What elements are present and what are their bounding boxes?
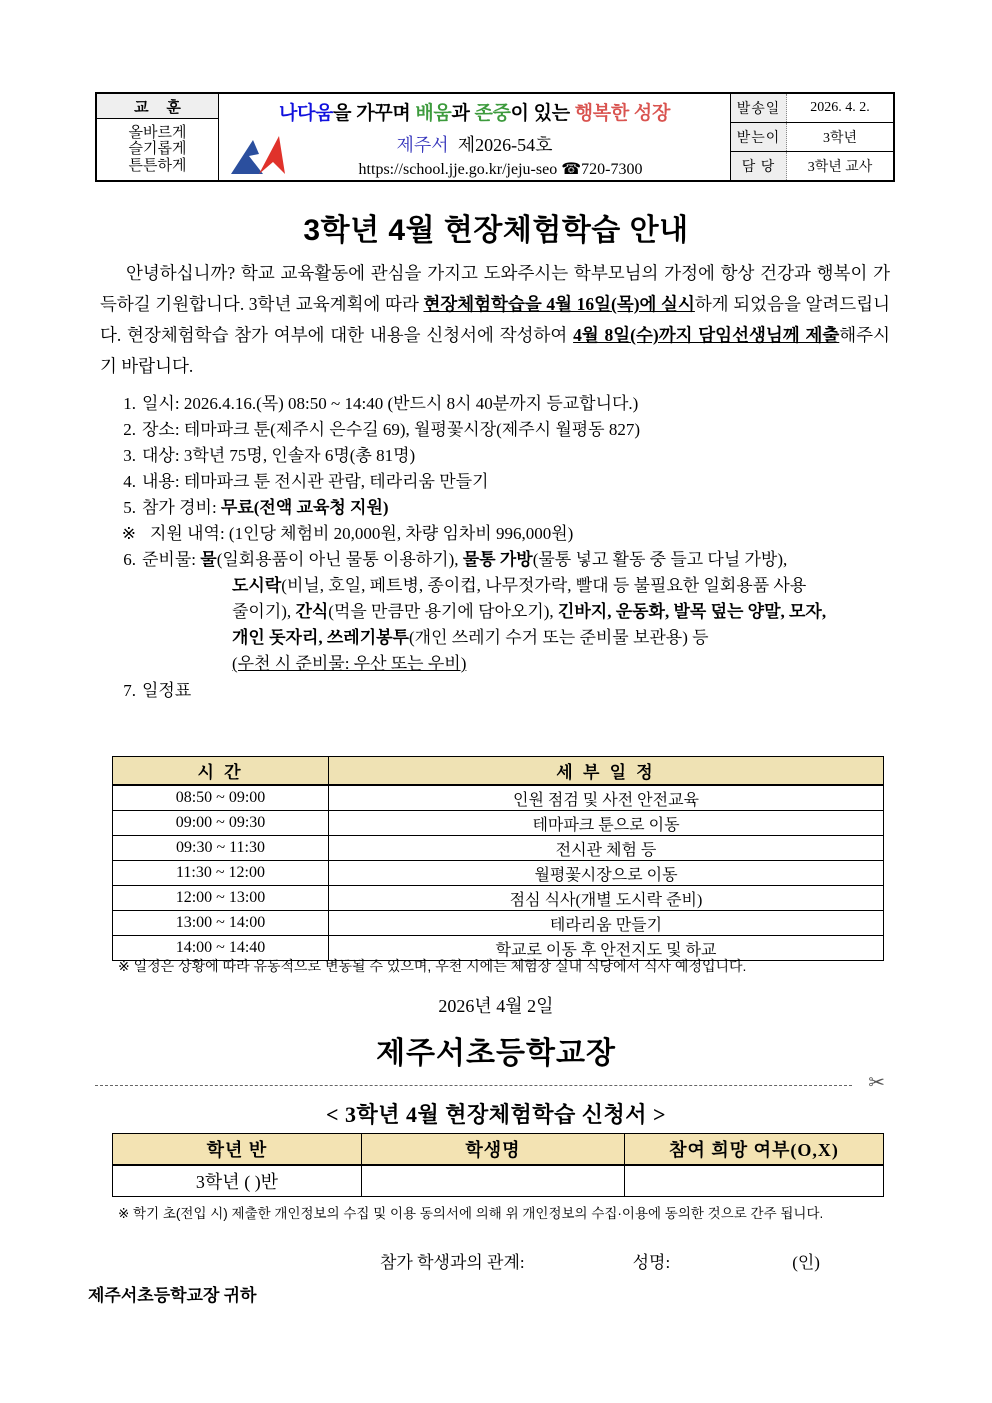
meta-row-incharge bbox=[731, 152, 893, 180]
table-row bbox=[113, 911, 884, 936]
supply-rain: (우천 시 준비물: 우산 또는 우비) bbox=[232, 654, 467, 673]
school-slogan bbox=[219, 98, 730, 125]
meta-row-recipient bbox=[731, 123, 893, 152]
school-url[interactable]: https://school.jje.go.kr/jeju-seo bbox=[358, 160, 558, 178]
slogan-part-6: 이 있는 bbox=[510, 102, 575, 124]
supply-snack: 간식 bbox=[295, 602, 329, 621]
cost-value: 무료(전액 교육청 지원) bbox=[220, 498, 389, 517]
contact-line bbox=[219, 159, 730, 179]
table-row bbox=[113, 836, 884, 861]
list-item-place bbox=[118, 421, 898, 438]
list-item-text-6 bbox=[142, 551, 898, 672]
slogan-part-1: 나다움 bbox=[279, 102, 334, 124]
supply-mat-bag-desc: (개인 쓰레기 수거 또는 준비물 보관용) 등 bbox=[408, 628, 709, 647]
supplies-line-3 bbox=[142, 603, 898, 620]
signature-principal: 제주서초등학교장 bbox=[376, 1037, 616, 1070]
list-item-schedule-label bbox=[118, 682, 898, 699]
schedule-header-row bbox=[113, 757, 884, 786]
table-row bbox=[113, 861, 884, 886]
form-header-row bbox=[113, 1134, 884, 1166]
meta-label-send-date: 발송일 bbox=[731, 94, 787, 122]
schedule-note: ※ 일정은 상황에 따라 유동적으로 변동될 수 있으며, 우천 시에는 체험장 실내 식당에서 식사 예정입니다. bbox=[118, 958, 747, 974]
schedule-time-2: 09:00 ~ 09:30 bbox=[113, 811, 329, 836]
schedule-header-time: 시 간 bbox=[113, 757, 329, 786]
table-row bbox=[113, 886, 884, 911]
motto-title: 교 훈 bbox=[97, 94, 218, 119]
list-item-number-3: 3. bbox=[123, 446, 136, 465]
list-note-support bbox=[118, 525, 898, 542]
cut-line bbox=[95, 1072, 885, 1094]
details-list bbox=[118, 395, 898, 708]
form-field-participation[interactable] bbox=[625, 1165, 884, 1197]
form-field-student-name[interactable] bbox=[362, 1165, 625, 1197]
school-short-name: 제주서 bbox=[396, 134, 449, 155]
intro-text-2: 하게 되었음을 알려드립니다. 현장체험학습 참가 여부에 대한 내용을 신청서에 작성하여 bbox=[100, 294, 890, 346]
note-text-support: 지원 내역: (1인당 체험비 20,000원, 차량 임차비 996,000원) bbox=[150, 524, 574, 543]
schedule-time-4: 11:30 ~ 12:00 bbox=[113, 861, 329, 886]
table-row bbox=[113, 811, 884, 836]
motto-lines bbox=[97, 119, 218, 180]
list-item-text-1: 일시: 2026.4.16.(목) 08:50 ~ 14:40 (반드시 8시 40분까지 등교합니다.) bbox=[142, 394, 639, 413]
schedule-time-5: 12:00 ~ 13:00 bbox=[113, 886, 329, 911]
list-item-number-1: 1. bbox=[123, 394, 136, 413]
list-item-content bbox=[118, 473, 898, 490]
form-field-class[interactable]: 3학년 ( )반 bbox=[113, 1165, 362, 1197]
letterhead-center bbox=[219, 94, 731, 180]
slogan-part-7: 행복한 성장 bbox=[574, 102, 670, 124]
schedule-time-3: 09:30 ~ 11:30 bbox=[113, 836, 329, 861]
supply-lunchbox-desc: (비닐, 호일, 페트병, 종이컵, 나무젓가락, 빨대 등 불필요한 일회용품 사용 bbox=[281, 576, 807, 595]
schedule-detail-4: 월평꽃시장으로 이동 bbox=[329, 861, 884, 886]
list-item-number-4: 4. bbox=[123, 472, 136, 491]
supplies-line-4 bbox=[142, 629, 898, 646]
form-header-class: 학년 반 bbox=[113, 1134, 362, 1166]
document-number-line bbox=[219, 131, 730, 157]
note-mark-support: ※ bbox=[121, 524, 136, 543]
list-item-number-6: 6. bbox=[123, 550, 136, 569]
schedule-detail-7: 학교로 이동 후 안전지도 및 하교 bbox=[329, 936, 884, 961]
slogan-part-5: 존중 bbox=[474, 102, 511, 124]
slogan-part-4: 과 bbox=[451, 102, 475, 124]
list-item-supplies bbox=[118, 551, 898, 672]
school-motto-box bbox=[97, 94, 219, 180]
privacy-note: ※ 학기 초(전입 시) 제출한 개인정보의 수집 및 이용 동의서에 의해 위 개인정보의 수집·이용에 동의한 것으로 간주 됩니다. bbox=[118, 1206, 824, 1221]
schedule-detail-6: 테라리움 만들기 bbox=[329, 911, 884, 936]
slogan-part-3: 배움 bbox=[415, 102, 452, 124]
list-item-number-5: 5. bbox=[123, 498, 136, 517]
table-row bbox=[113, 785, 884, 811]
form-header-student-name: 학생명 bbox=[362, 1134, 625, 1166]
guardian-name-label: 성명: bbox=[632, 1253, 671, 1272]
meta-value-incharge: 3학년 교사 bbox=[807, 160, 873, 175]
intro-emphasis-2: 4월 8일(수)까지 담임선생님께 제출 bbox=[573, 325, 840, 346]
schedule-time-7: 14:00 ~ 14:40 bbox=[113, 936, 329, 961]
cost-label: 참가 경비: bbox=[142, 498, 221, 517]
letterhead-meta-box bbox=[731, 94, 893, 180]
supplies-line-2 bbox=[142, 577, 898, 594]
schedule-time-6: 13:00 ~ 14:00 bbox=[113, 911, 329, 936]
supply-lunchbox: 도시락 bbox=[232, 576, 282, 595]
schedule-detail-1: 인원 점검 및 사전 안전교육 bbox=[329, 785, 884, 811]
relation-label: 참가 학생과의 관계: bbox=[380, 1253, 525, 1272]
motto-line-1: 올바르게 bbox=[128, 125, 187, 142]
supply-water: 물 bbox=[200, 550, 217, 569]
supply-mat-bag: 개인 돗자리, 쓰레기봉투 bbox=[232, 628, 409, 647]
list-item-text-7: 일정표 bbox=[142, 681, 192, 700]
supply-snack-desc: (먹을 만큼만 용기에 담아오기), bbox=[328, 602, 558, 621]
intro-text-1: 안녕하십니까? 학교 교육활동에 관심을 가지고 도와주시는 학부모님의 가정에 항상 건강과 행복이 가득하길 기원합니다. 3학년 교육계획에 따라 bbox=[100, 263, 890, 315]
motto-line-2: 슬기롭게 bbox=[128, 141, 187, 158]
supply-reduce: 줄이기), bbox=[232, 602, 296, 621]
supply-bottle-bag: 물통 가방 bbox=[462, 550, 533, 569]
list-item-text-3: 대상: 3학년 75명, 인솔자 6명(총 81명) bbox=[142, 446, 416, 465]
schedule-table bbox=[112, 756, 884, 961]
list-item-number-2: 2. bbox=[123, 420, 136, 439]
slogan-part-2: 을 가꾸며 bbox=[333, 102, 416, 124]
list-item-number-7: 7. bbox=[123, 681, 136, 700]
supplies-label: 준비물: bbox=[142, 550, 201, 569]
list-item-text-2: 장소: 테마파크 툰(제주시 은수길 69), 월평꽃시장(제주시 월평동 827) bbox=[142, 420, 640, 439]
intro-text-3: 해주시기 바랍니다. bbox=[100, 325, 890, 377]
list-item-text-5 bbox=[142, 499, 898, 516]
application-form-table bbox=[112, 1133, 884, 1197]
schedule-detail-2: 테마파크 툰으로 이동 bbox=[329, 811, 884, 836]
list-item-datetime bbox=[118, 395, 898, 412]
document-number: 제2026-54호 bbox=[457, 134, 553, 155]
meta-value-send-date: 2026. 4. 2. bbox=[810, 100, 870, 115]
intro-paragraph bbox=[100, 258, 890, 383]
schedule-detail-5: 점심 식사(개별 도시락 준비) bbox=[329, 886, 884, 911]
schedule-detail-3: 전시관 체험 등 bbox=[329, 836, 884, 861]
school-logo-icon bbox=[229, 134, 289, 178]
footer-signature-line bbox=[380, 1248, 820, 1273]
supplies-line-5 bbox=[142, 655, 898, 672]
phone-number: ☎720-7300 bbox=[561, 160, 643, 178]
signature-date: 2026년 4월 2일 bbox=[438, 996, 554, 1016]
scissors-icon: ✂ bbox=[868, 1072, 885, 1094]
application-form-title: < 3학년 4월 현장체험학습 신청서 > bbox=[325, 1102, 667, 1127]
letterhead-banner bbox=[95, 92, 895, 182]
supply-bottle-bag-desc: (물통 넣고 활동 중 들고 다닐 가방), bbox=[532, 550, 788, 569]
supply-clothing: 긴바지, 운동화, 발목 덮는 양말, 모자, bbox=[557, 602, 827, 621]
seal-label: (인) bbox=[792, 1253, 820, 1272]
list-item-text-4: 내용: 테마파크 툰 전시관 관람, 테라리움 만들기 bbox=[142, 472, 489, 491]
supply-water-desc: (일회용품이 아닌 물통 이용하기), bbox=[216, 550, 463, 569]
schedule-time-1: 08:50 ~ 09:00 bbox=[113, 785, 329, 811]
meta-row-send-date bbox=[731, 94, 893, 123]
form-input-row bbox=[113, 1165, 884, 1197]
schedule-header-detail: 세 부 일 정 bbox=[329, 757, 884, 786]
footer-recipient: 제주서초등학교장 귀하 bbox=[88, 1286, 257, 1305]
cut-line-dashes bbox=[95, 1085, 852, 1086]
meta-label-incharge: 담 당 bbox=[731, 152, 787, 180]
meta-label-recipient: 받는이 bbox=[731, 123, 787, 151]
page-title: 3학년 4월 현장체험학습 안내 bbox=[303, 214, 689, 247]
list-item-participants bbox=[118, 447, 898, 464]
list-item-cost bbox=[118, 499, 898, 516]
meta-value-recipient: 3학년 bbox=[822, 131, 858, 146]
motto-line-3: 튼튼하게 bbox=[128, 157, 187, 174]
form-header-participation: 참여 희망 여부(O,X) bbox=[625, 1134, 884, 1166]
intro-emphasis-1: 현장체험학습을 4월 16일(목)에 실시 bbox=[423, 294, 695, 315]
